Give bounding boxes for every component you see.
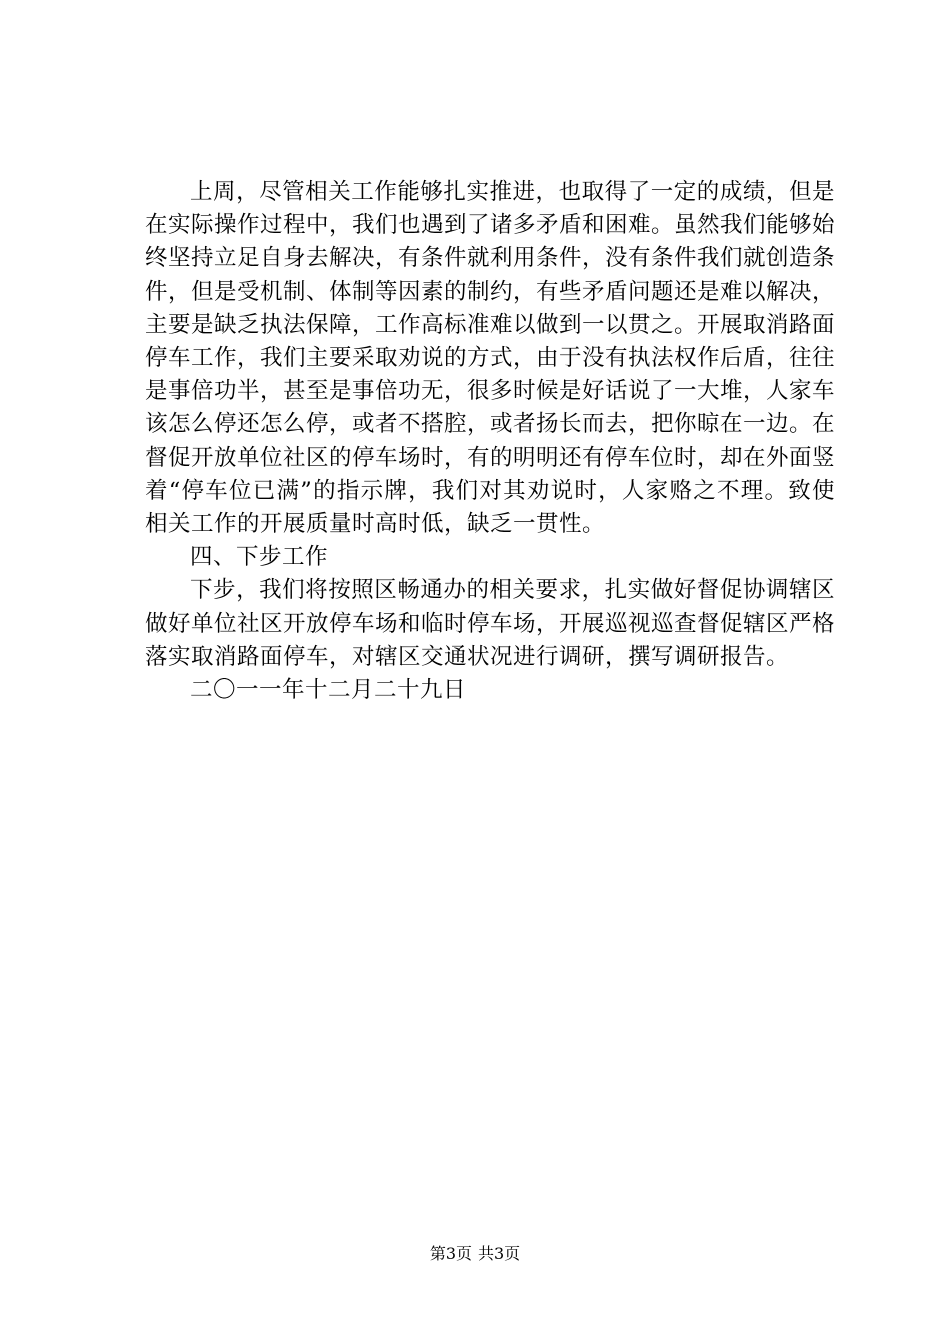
- page-footer: [0, 1244, 950, 1264]
- document-body: [145, 176, 835, 707]
- page-total: 共3页: [478, 1244, 521, 1263]
- document-date: 二〇一一年十二月二十九日: [190, 677, 467, 704]
- page-number: 第3页: [429, 1244, 472, 1263]
- paragraph-next-steps: 下步，我们将按照区畅通办的相关要求，扎实做好督促协调辖区做好单位社区开放停车场和临时停车场，开展巡视巡查督促辖区严格落实取消路面停车，对辖区交通状况进行调研，撰写调研报告。: [145, 577, 836, 670]
- section-heading-next-steps: 四、下步工作: [190, 544, 329, 571]
- paragraph-difficulties: 上周，尽管相关工作能够扎实推进，也取得了一定的成绩，但是在实际操作过程中，我们也遇到了诸多矛盾和困难。虽然我们能够始终坚持立足自身去解决，有条件就利用条件，没有条件我们就创造条件，但是受机制、体制等因素的制约，有些矛盾问题还是难以解决，主要是缺乏执法保障，工作高标准难以做到一以贯之。开展取消路面停车工作，我们主要采取劝说的方式，由于没有执法权作后盾，往往是事倍功半，甚至是事倍功无，很多时候是好话说了一大堆，人家车该怎么停还怎么停，或者不搭腔，或者扬长而去，把你晾在一边。在督促开放单位社区的停车场时，有的明明还有停车位时，却在外面竖着“停车位已满”的指示牌，我们对其劝说时，人家赂之不理。致使相关工作的开展质量时高时低，缺乏一贯性。: [145, 179, 836, 538]
